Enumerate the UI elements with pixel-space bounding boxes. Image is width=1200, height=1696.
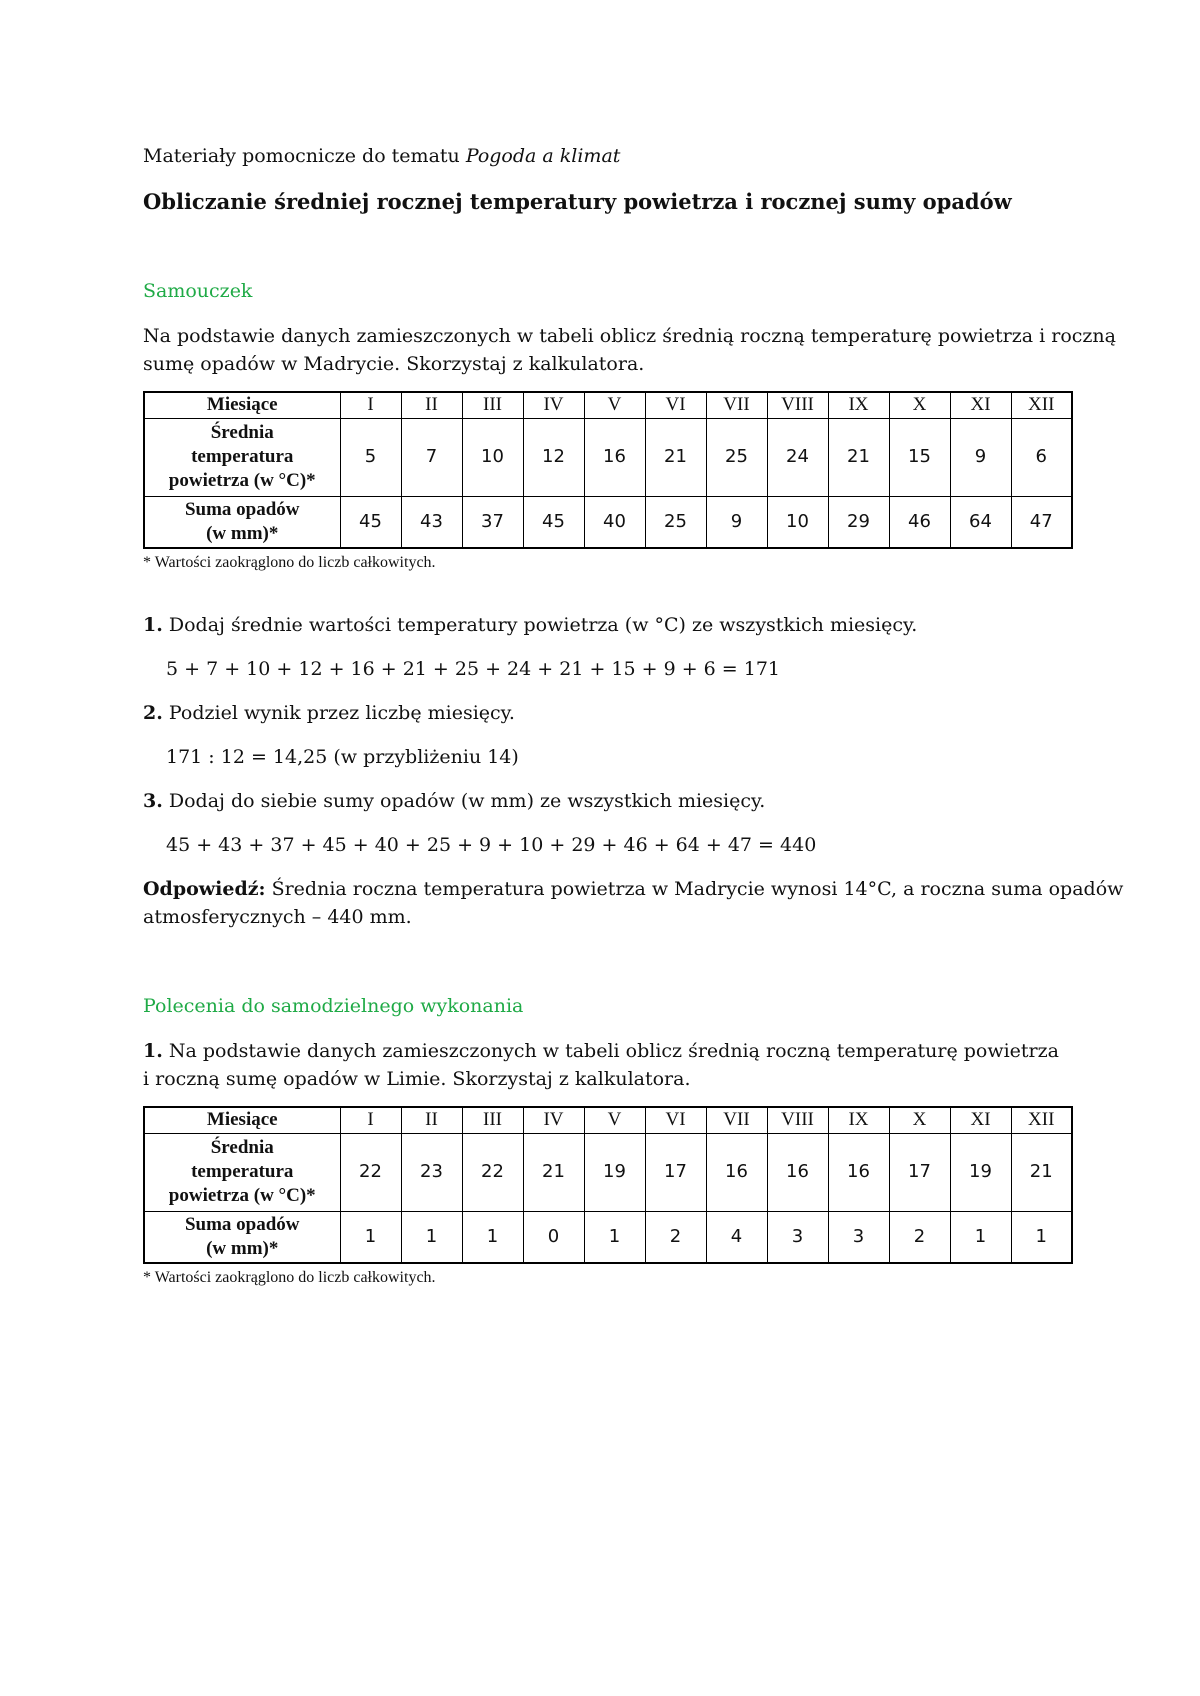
precipitation-header-cell [144, 1211, 340, 1263]
temperature-cell: 25 [706, 418, 767, 496]
precipitation-label-2: (w mm)* [206, 1237, 279, 1259]
month-cell: VIII [767, 392, 828, 418]
answer-label: Odpowiedź: [143, 878, 266, 900]
subtitle-topic: Pogoda a klimat [465, 145, 621, 167]
precipitation-cell: 46 [889, 496, 950, 548]
month-cell: VI [645, 392, 706, 418]
month-cell: XII [1011, 1107, 1072, 1133]
month-cell: XI [950, 392, 1011, 418]
month-cell: IV [523, 392, 584, 418]
temperature-cell: 17 [645, 1133, 706, 1211]
month-cell: VII [706, 392, 767, 418]
step-3-number: 3. [143, 790, 163, 812]
months-row [144, 1107, 1072, 1133]
precipitation-cell: 47 [1011, 496, 1072, 548]
lima-climate-table [143, 1106, 1073, 1264]
temperature-label-2: temperatura [191, 446, 294, 467]
temperature-cell: 5 [340, 418, 401, 496]
temperature-label-2: temperatura [191, 1161, 294, 1182]
precipitation-label-1: Suma opadów [184, 498, 300, 520]
task-1-number: 1. [143, 1040, 163, 1062]
step-1-text: Dodaj średnie wartości temperatury powietrza (w °C) ze wszystkich miesięcy. [162, 614, 918, 636]
month-cell: V [584, 1107, 645, 1133]
precipitation-cell: 37 [462, 496, 523, 548]
precipitation-cell: 1 [340, 1211, 401, 1263]
month-cell: X [889, 392, 950, 418]
precipitation-cell: 9 [706, 496, 767, 548]
step-3-equation: 45 + 43 + 37 + 45 + 40 + 25 + 9 + 10 + 29 + 46 + 64 + 47 = 440 [166, 834, 817, 856]
temperature-cell: 19 [584, 1133, 645, 1211]
precipitation-cell: 3 [828, 1211, 889, 1263]
temperature-cell: 7 [401, 418, 462, 496]
task-1-line-1 [143, 1037, 1059, 1065]
temperature-cell: 21 [828, 418, 889, 496]
step-2-number: 2. [143, 702, 163, 724]
month-cell: X [889, 1107, 950, 1133]
precipitation-cell: 45 [523, 496, 584, 548]
temperature-cell: 16 [828, 1133, 889, 1211]
madrid-climate-table [143, 391, 1073, 549]
precipitation-row [144, 1211, 1072, 1263]
temperature-cell: 19 [950, 1133, 1011, 1211]
step-2-text: Podziel wynik przez liczbę miesięcy. [162, 702, 515, 724]
month-cell: IV [523, 1107, 584, 1133]
month-cell: VII [706, 1107, 767, 1133]
precipitation-cell: 1 [950, 1211, 1011, 1263]
section-heading-tutorial: Samouczek [143, 280, 253, 302]
month-cell: VIII [767, 1107, 828, 1133]
step-2-equation: 171 : 12 = 14,25 (w przybliżeniu 14) [166, 746, 519, 768]
answer-line-2: atmosferycznych – 440 mm. [143, 906, 412, 928]
temperature-cell: 22 [340, 1133, 401, 1211]
month-cell: V [584, 392, 645, 418]
month-cell: II [401, 1107, 462, 1133]
intro-line-1: Na podstawie danych zamieszczonych w tabeli oblicz średnią roczną temperaturę powietrza i roczną [143, 325, 1116, 347]
step-1 [143, 611, 917, 639]
month-cell: III [462, 1107, 523, 1133]
subtitle-prefix: Materiały pomocnicze do tematu [143, 145, 466, 167]
answer-text-1: Średnia roczna temperatura powietrza w Madrycie wynosi 14°C, a roczna suma opadów [265, 878, 1124, 900]
precipitation-cell: 45 [340, 496, 401, 548]
temperature-cell: 16 [767, 1133, 828, 1211]
temperature-label-1: Średnia [210, 422, 274, 443]
precipitation-row [144, 496, 1072, 548]
section-heading-tasks: Polecenia do samodzielnego wykonania [143, 995, 524, 1017]
precipitation-cell: 40 [584, 496, 645, 548]
temperature-cell: 10 [462, 418, 523, 496]
precipitation-label-1: Suma opadów [184, 1213, 300, 1235]
temperature-cell: 16 [584, 418, 645, 496]
step-3-text: Dodaj do siebie sumy opadów (w mm) ze wszystkich miesięcy. [162, 790, 766, 812]
task-1-text-1: Na podstawie danych zamieszczonych w tabeli oblicz średnią roczną temperaturę powietrza [162, 1040, 1059, 1062]
precipitation-cell: 29 [828, 496, 889, 548]
month-cell: XII [1011, 392, 1072, 418]
month-cell: XI [950, 1107, 1011, 1133]
month-cell: I [340, 1107, 401, 1133]
month-cell: IX [828, 1107, 889, 1133]
step-1-equation: 5 + 7 + 10 + 12 + 16 + 21 + 25 + 24 + 21 + 15 + 9 + 6 = 171 [166, 658, 781, 680]
step-3 [143, 787, 765, 815]
temperature-cell: 22 [462, 1133, 523, 1211]
intro-line-2: sumę opadów w Madrycie. Skorzystaj z kalkulatora. [143, 353, 645, 375]
temperature-cell: 17 [889, 1133, 950, 1211]
temperature-cell: 15 [889, 418, 950, 496]
temperature-cell: 9 [950, 418, 1011, 496]
temperature-label-3: powietrza (w °C)* [168, 1185, 316, 1206]
temperature-row [144, 418, 1072, 496]
precipitation-cell: 64 [950, 496, 1011, 548]
months-row [144, 392, 1072, 418]
precipitation-cell: 0 [523, 1211, 584, 1263]
month-cell: IX [828, 392, 889, 418]
temperature-cell: 21 [523, 1133, 584, 1211]
temperature-cell: 21 [645, 418, 706, 496]
page-title: Obliczanie średniej rocznej temperatury powietrza i rocznej sumy opadów [143, 189, 1012, 214]
task-1-line-2: i roczną sumę opadów w Limie. Skorzystaj z kalkulatora. [143, 1068, 691, 1090]
temperature-label-3: powietrza (w °C)* [168, 470, 316, 491]
footnote-madrid: * Wartości zaokrąglono do liczb całkowitych. [143, 554, 436, 571]
precipitation-header-cell [144, 496, 340, 548]
temperature-cell: 6 [1011, 418, 1072, 496]
precipitation-cell: 3 [767, 1211, 828, 1263]
precipitation-cell: 1 [584, 1211, 645, 1263]
step-1-number: 1. [143, 614, 163, 636]
precipitation-cell: 2 [645, 1211, 706, 1263]
answer-line-1 [143, 875, 1123, 903]
footnote-lima: * Wartości zaokrąglono do liczb całkowitych. [143, 1269, 436, 1286]
temperature-header-cell [144, 418, 340, 496]
precipitation-cell: 1 [401, 1211, 462, 1263]
precipitation-cell: 4 [706, 1211, 767, 1263]
precipitation-cell: 25 [645, 496, 706, 548]
subtitle [143, 142, 620, 170]
months-header-cell: Miesiące [144, 392, 340, 418]
temperature-cell: 23 [401, 1133, 462, 1211]
month-cell: III [462, 392, 523, 418]
precipitation-cell: 43 [401, 496, 462, 548]
temperature-cell: 21 [1011, 1133, 1072, 1211]
step-2 [143, 699, 515, 727]
months-header-cell: Miesiące [144, 1107, 340, 1133]
precipitation-cell: 1 [462, 1211, 523, 1263]
month-cell: I [340, 392, 401, 418]
precipitation-label-2: (w mm)* [206, 522, 279, 544]
month-cell: II [401, 392, 462, 418]
precipitation-cell: 2 [889, 1211, 950, 1263]
precipitation-cell: 10 [767, 496, 828, 548]
precipitation-cell: 1 [1011, 1211, 1072, 1263]
month-cell: VI [645, 1107, 706, 1133]
temperature-cell: 24 [767, 418, 828, 496]
temperature-cell: 12 [523, 418, 584, 496]
temperature-cell: 16 [706, 1133, 767, 1211]
temperature-label-1: Średnia [210, 1137, 274, 1158]
temperature-header-cell [144, 1133, 340, 1211]
temperature-row [144, 1133, 1072, 1211]
